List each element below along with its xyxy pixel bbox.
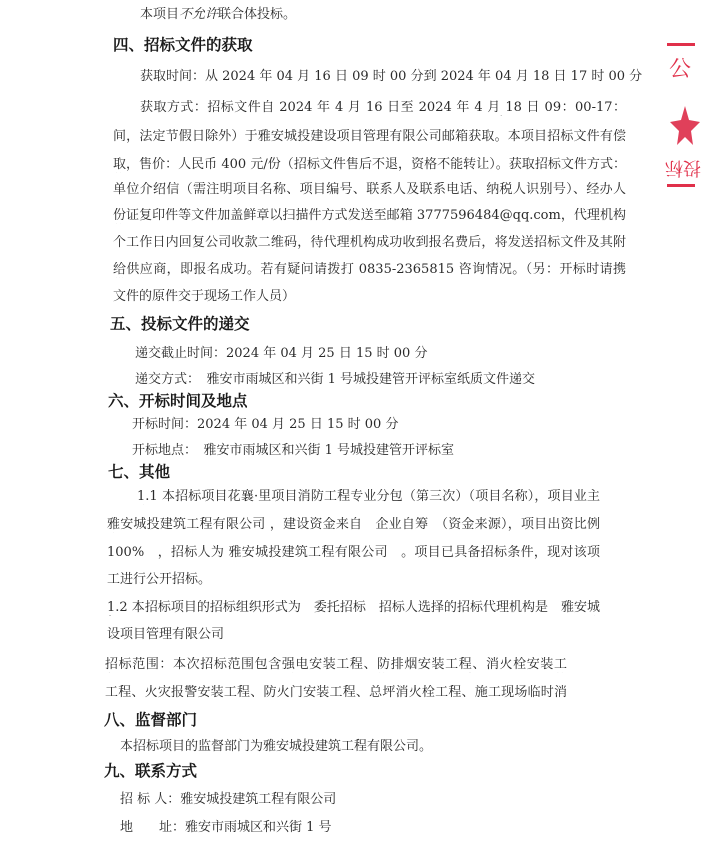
seal-stamp xyxy=(655,40,712,190)
intro-line xyxy=(140,7,296,23)
svg-text:投标: 投标 xyxy=(665,157,701,178)
contact-address: 地 址：雅安市雨城区和兴街 1 号 xyxy=(120,820,332,835)
other-line: 工进行公开招标。 xyxy=(107,572,212,587)
supervision-text: 本招标项目的监督部门为雅安城投建筑工程有限公司。 xyxy=(120,739,433,754)
acquire-method-line: 获取方式：招标文件自 2024 年 4 月 16 日至 2024 年 4 月 18 日 09：00-17： xyxy=(140,100,626,115)
acquire-method-line: 取，售价：人民币 400 元/份（招标文件售后不退，资格不能转让）。获取招标文件方式： xyxy=(113,157,626,172)
acquire-method-line: 给供应商，即报名成功。若有疑问请拨打 0835-2365815 咨询情况。（另：开标时请携 xyxy=(113,262,626,277)
section-heading-5: 五、投标文件的递交 xyxy=(110,315,250,333)
other-line: 设项目管理有限公司 xyxy=(107,627,225,642)
opening-place: 开标地点： 雅安市雨城区和兴街 1 号城投建管开评标室 xyxy=(132,443,455,458)
other-line: 1.1 本招标项目花襄·里项目消防工程专业分包（第三次）（项目名称），项目业主 xyxy=(137,489,600,504)
acquire-method-line: 间，法定节假日除外）于雅安城投建设项目管理有限公司邮箱获取。本项目招标文件有偿 xyxy=(113,129,626,144)
acquire-method-line: 单位介绍信（需注明项目名称、项目编号、联系人及联系电话、纳税人识别号）、经办人 xyxy=(113,182,626,197)
section-heading-6: 六、开标时间及地点 xyxy=(108,392,248,410)
other-line: 工程、火灾报警安装工程、防火门安装工程、总坪消火栓工程、施工现场临时消 xyxy=(105,685,567,700)
other-line: 招标范围：本次招标范围包含强电安装工程、防排烟安装工程、消火栓安装工 xyxy=(105,657,567,672)
opening-time: 开标时间：2024 年 04 月 25 日 15 时 00 分 xyxy=(132,417,399,432)
section-heading-4: 四、招标文件的获取 xyxy=(113,36,253,54)
intro-prefix: 本项目 xyxy=(140,7,180,22)
acquire-method-line: 文件的原件交于现场工作人员） xyxy=(113,289,296,304)
acquire-method-line: 个工作日内回复公司收款二维码，待代理机构成功收到报名费后，将发送招标文件及其附 xyxy=(113,235,626,250)
intro-emphasis: 不允许 xyxy=(179,7,219,22)
submit-deadline: 递交截止时间：2024 年 04 月 25 日 15 时 00 分 xyxy=(135,346,428,361)
other-line: 雅安城投建筑工程有限公司 ，建设资金来自 企业自筹 （资金来源），项目出资比例 xyxy=(107,517,600,532)
other-line: 1.2 本招标项目的招标组织形式为 委托招标 招标人选择的招标代理机构是 雅安城 xyxy=(107,600,600,615)
intro-suffix: 联合体投标。 xyxy=(218,7,297,22)
acquire-method-line: 份证复印件等文件加盖鲜章以扫描件方式发送至邮箱 3777596484@qq.com，代理机构 xyxy=(113,208,626,223)
acquire-time: 获取时间：从 2024 年 04 月 16 日 09 时 00 分到 2024 年 04 月 18 日 17 时 00 分 xyxy=(140,69,643,84)
section-heading-7: 七、其他 xyxy=(108,463,171,481)
star-icon xyxy=(670,106,700,145)
other-line: 100% ，招标人为 雅安城投建筑工程有限公司 。项目已具备招标条件，现对该项 xyxy=(107,545,600,560)
svg-text:公: 公 xyxy=(669,57,692,82)
contact-tenderer: 招 标 人：雅安城投建筑工程有限公司 xyxy=(120,792,337,807)
section-heading-8: 八、监督部门 xyxy=(104,711,198,729)
submit-method: 递交方式： 雅安市雨城区和兴街 1 号城投建管开评标室纸质文件递交 xyxy=(135,372,536,387)
section-heading-9: 九、联系方式 xyxy=(104,762,198,780)
